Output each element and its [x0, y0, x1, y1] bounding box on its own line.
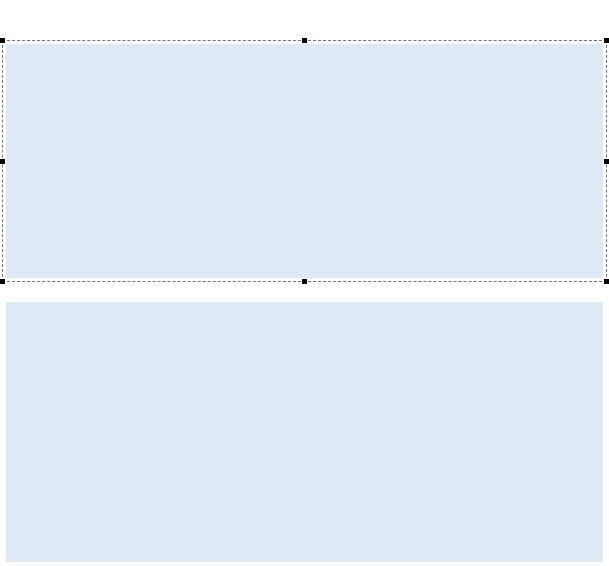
document-title: [0, 2, 609, 24]
sieve-table-bottom: [6, 302, 603, 562]
resize-handle-top[interactable]: [302, 38, 307, 43]
resize-handle-left[interactable]: [0, 159, 5, 164]
resize-handle-right[interactable]: [604, 159, 609, 164]
page-gap: [0, 284, 609, 298]
resize-handle-top-right[interactable]: [604, 38, 609, 43]
sieve-table-top: [6, 44, 603, 278]
resize-handle-top-left[interactable]: [0, 38, 5, 43]
